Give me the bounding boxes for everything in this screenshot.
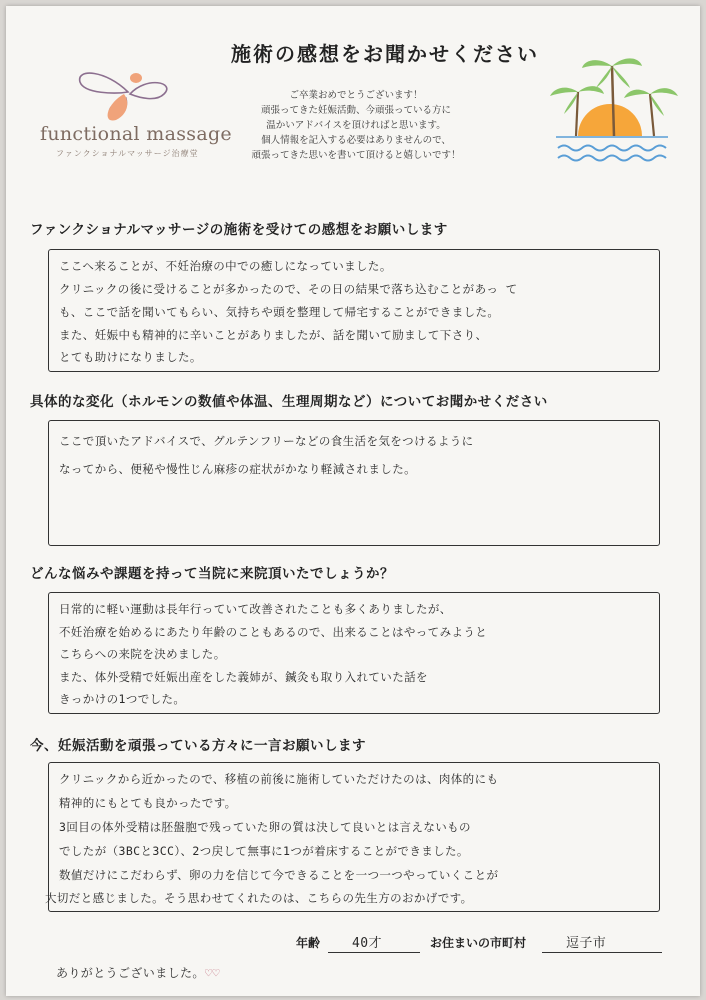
intro-line: 頑張ってきた妊娠活動、今頑張っている方に: [260, 105, 451, 116]
answer-line: 精神的にもとても良かったです。: [59, 796, 237, 810]
feedback-form: [6, 6, 700, 996]
question-impressions: ファンクショナルマッサージの施術を受けての感想をお願いします: [30, 222, 448, 238]
age-underline: [328, 952, 420, 953]
answer-line: こちらへの来院を決めました。: [59, 647, 226, 661]
page-title: 施術の感想をお聞かせください: [231, 42, 539, 66]
closing-text: ありがとうございました。: [56, 966, 205, 980]
answer-line: なってから、便秘や慢性じん麻疹の症状がかなり軽減されました。: [59, 462, 416, 476]
intro-message: [206, 88, 506, 163]
answer-line: も、ここで話を聞いてもらい、気持ちや頭を整理して帰宅することができました。: [59, 305, 500, 319]
answer-line: 日常的に軽い運動は長年行っていて改善されたことも多くありましたが、: [59, 602, 452, 616]
answer-line: ここへ来ることが、不妊治療の中での癒しになっていました。: [59, 259, 392, 273]
answer-line: とても助けになりました。: [59, 350, 202, 364]
answer-line: ここで頂いたアドバイスで、グルテンフリーなどの食生活を気をつけるように: [59, 434, 474, 448]
answer-box-concerns: [48, 592, 660, 714]
intro-line: 温かいアドバイスを頂ければと思います。: [266, 120, 446, 131]
age-label: 年齢: [296, 936, 321, 950]
answer-line: でしたが（3BCと3CC）、2つ戻して無事に1つが着床することができました。: [59, 844, 469, 858]
age-value: 40才: [352, 936, 382, 951]
heart-icon: ♡♡: [204, 966, 221, 980]
answer-line: 不妊治療を始めるにあたり年齢のこともあるので、出来ることはやってみようと: [59, 625, 488, 639]
answer-line: クリニックから近かったので、移植の前後に施術していただけたのは、肉体的にも: [59, 772, 499, 786]
answer-line: 数値だけにこだわらず、卵の力を信じて今できることを一つ一つやっていくことが: [59, 868, 499, 882]
answer-box-changes: [48, 420, 660, 546]
intro-line: 頑張ってきた思いを書いて頂けると嬉しいです！: [251, 150, 461, 161]
answer-line: 3回目の体外受精は胚盤胞で残っていた卵の質は決して良いとは言えないもの: [59, 820, 471, 834]
answer-line: クリニックの後に受けることが多かったので、その日の結果で落ち込むことがあっ て: [59, 282, 518, 296]
answer-line: きっかけの1つでした。: [59, 692, 186, 706]
question-message: 今、妊娠活動を頑張っている方々に一言お願いします: [30, 738, 366, 754]
answer-box-impressions: [48, 249, 660, 372]
city-value: 逗子市: [566, 936, 607, 951]
answer-line: また、妊娠中も精神的に辛いことがありましたが、話を聞いて励まして下さり、: [59, 328, 488, 342]
intro-line: ご卒業おめでとうございます！: [289, 90, 423, 101]
closing-message: [56, 964, 220, 981]
logo-subtitle: ファンクショナルマッサージ治療堂: [56, 149, 199, 158]
question-concerns: どんな悩みや課題を持って当院に来院頂いたでしょうか？: [30, 566, 394, 582]
logo-wordmark: functional massage: [40, 123, 232, 145]
intro-line: 個人情報を記入する必要はありませんので、: [261, 135, 451, 146]
answer-line: 大切だと感じました。そう思わせてくれたのは、こちらの先生方のおかげです。: [45, 891, 473, 905]
city-underline: [542, 952, 662, 953]
palm-island-icon: [536, 44, 686, 172]
city-label: お住まいの市町村: [430, 936, 527, 950]
question-changes: 具体的な変化（ホルモンの数値や体温、生理周期など）についてお聞かせください: [30, 394, 548, 410]
answer-box-message: [45, 762, 660, 912]
answer-line: また、体外受精で妊娠出産をした義姉が、鍼灸も取り入れていた話を: [59, 670, 428, 684]
